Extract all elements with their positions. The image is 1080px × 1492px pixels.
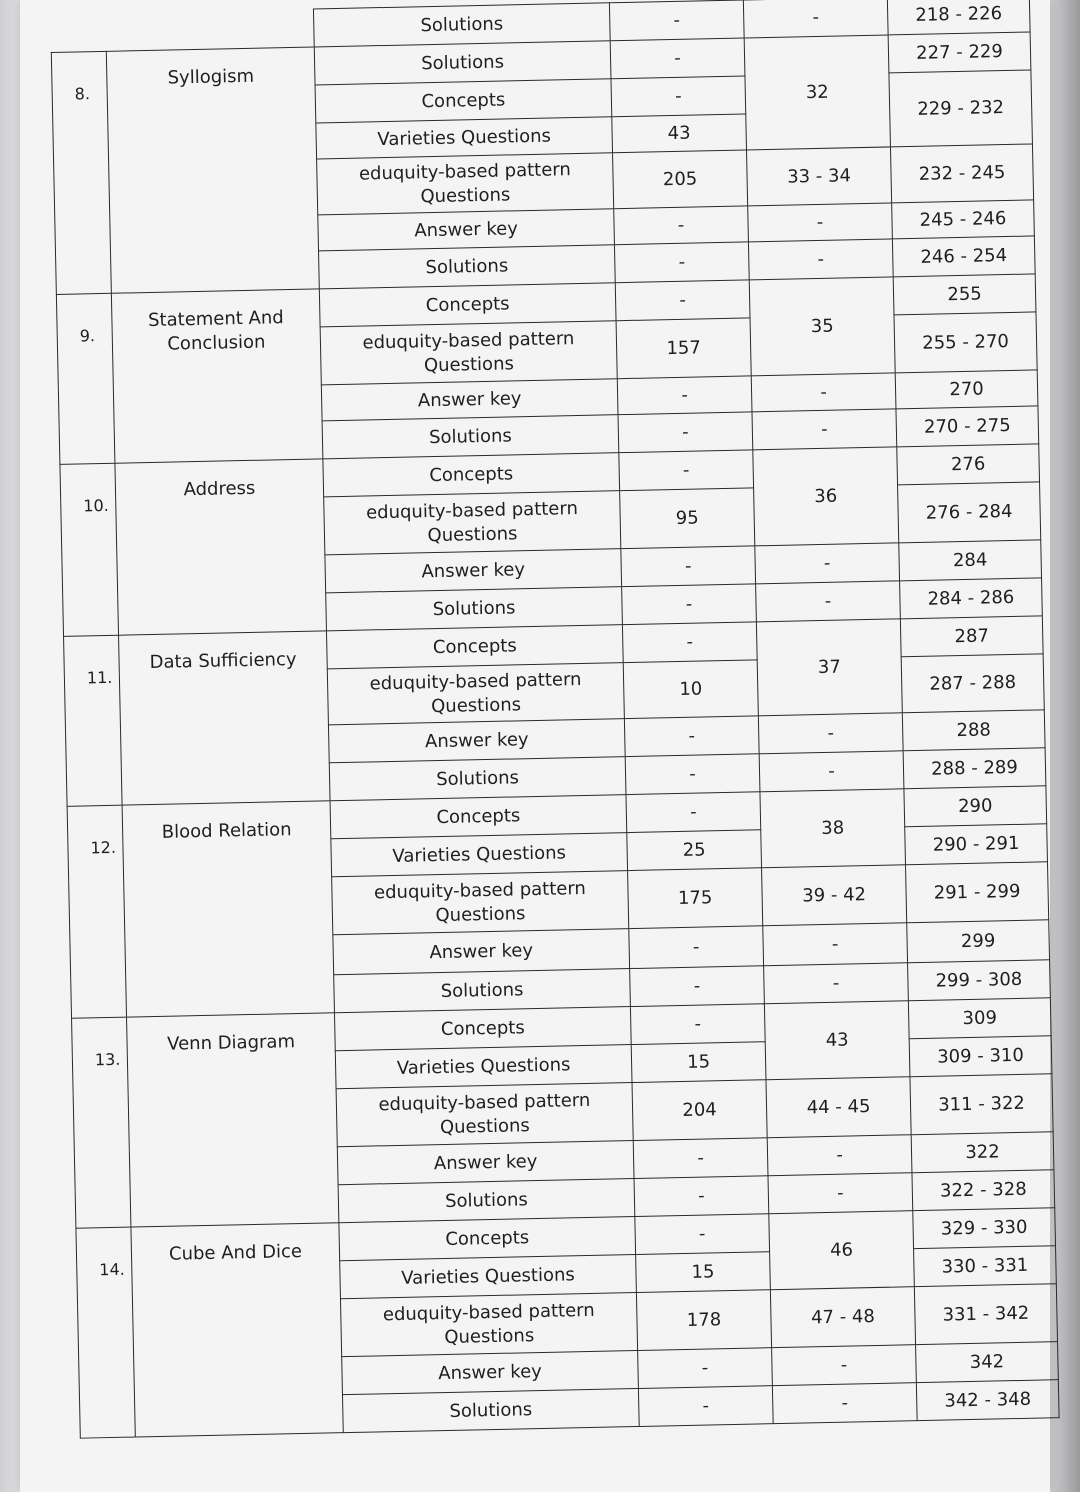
section-cell: Solutions <box>338 1179 635 1223</box>
section-cell: Answer key <box>337 1141 634 1185</box>
range-cell: 290 <box>904 786 1047 827</box>
range-cell: 329 - 330 <box>913 1208 1056 1249</box>
range-cell: 299 <box>907 920 1050 963</box>
range-cell: 309 - 310 <box>909 1036 1052 1077</box>
section-cell: eduquity-based pattern Questions <box>336 1083 633 1147</box>
section-cell: Solutions <box>326 587 623 631</box>
page-cell: 32 <box>744 35 890 150</box>
questions-cell: - <box>630 966 765 1007</box>
page-cell: 44 - 45 <box>766 1077 911 1138</box>
questions-cell: - <box>621 546 756 587</box>
page-cell: - <box>772 1345 917 1386</box>
range-cell: 342 - 348 <box>916 1380 1059 1421</box>
serial-number: 9. <box>56 293 115 464</box>
serial-number: 10. <box>60 463 119 636</box>
questions-cell: - <box>614 206 749 245</box>
range-cell: 309 <box>908 998 1051 1039</box>
range-cell: 232 - 245 <box>890 144 1033 203</box>
questions-cell: - <box>638 1348 773 1389</box>
chapter-name: Statement And Conclusion <box>111 289 323 463</box>
range-cell: 284 <box>899 540 1042 581</box>
page-cell: - <box>752 409 897 450</box>
questions-cell: 10 <box>623 660 758 719</box>
questions-cell: 15 <box>631 1042 766 1083</box>
range-cell: 330 - 331 <box>914 1246 1057 1287</box>
range-cell: 342 <box>916 1342 1059 1383</box>
range-cell: 290 - 291 <box>905 824 1048 865</box>
range-cell: 227 - 229 <box>888 32 1031 73</box>
range-cell: 322 <box>911 1132 1054 1173</box>
section-cell: Solutions <box>342 1388 639 1432</box>
questions-cell: - <box>615 280 750 321</box>
questions-cell: - <box>618 412 753 453</box>
contents-table-wrapper <box>50 0 1060 1439</box>
questions-cell: - <box>619 450 754 491</box>
questions-cell: 178 <box>636 1290 771 1351</box>
page-cell: 43 <box>764 1001 910 1080</box>
chapter-name: Syllogism <box>106 47 319 293</box>
range-cell: 218 - 226 <box>887 0 1030 35</box>
section-cell: Varieties Questions <box>335 1045 632 1089</box>
section-cell: Concepts <box>339 1217 636 1261</box>
chapter-name: Venn Diagram <box>127 1013 339 1227</box>
section-cell: Solutions <box>314 41 611 85</box>
page-cell: 47 - 48 <box>770 1287 915 1348</box>
range-cell: 299 - 308 <box>908 960 1051 1001</box>
chapter-name: Blood Relation <box>122 801 334 1017</box>
page-cell: - <box>772 1383 917 1424</box>
questions-cell: 157 <box>616 318 751 379</box>
page-cell: 46 <box>769 1211 915 1290</box>
chapter-name: Address <box>115 459 327 635</box>
section-cell: Solutions <box>319 245 616 289</box>
page-cell: - <box>748 203 893 242</box>
section-cell: Answer key <box>342 1350 639 1394</box>
page-cell: - <box>768 1173 913 1214</box>
page-cell: - <box>759 751 904 792</box>
section-cell: Concepts <box>323 453 620 497</box>
section-cell: Answer key <box>318 209 615 251</box>
range-cell: 270 <box>895 370 1038 409</box>
page-cell: - <box>758 713 903 754</box>
range-cell: 229 - 232 <box>889 70 1033 147</box>
page-cell: - <box>764 963 909 1004</box>
questions-cell: 25 <box>627 830 762 871</box>
section-cell: Concepts <box>330 795 627 839</box>
section-cell: eduquity-based pattern Questions <box>340 1292 637 1356</box>
serial-number: 11. <box>64 635 123 806</box>
page-cell: 39 - 42 <box>762 865 907 926</box>
questions-cell: - <box>622 584 757 625</box>
questions-cell: - <box>634 1176 769 1217</box>
section-cell: Answer key <box>328 719 625 763</box>
questions-cell: 205 <box>613 150 748 209</box>
questions-cell: - <box>622 622 757 663</box>
section-cell: Varieties Questions <box>340 1255 637 1299</box>
range-cell: 284 - 286 <box>900 578 1043 619</box>
section-cell: Answer key <box>325 549 622 593</box>
questions-cell: 15 <box>636 1252 771 1293</box>
section-cell: Varieties Questions <box>331 833 628 877</box>
range-cell: 291 - 299 <box>906 862 1049 923</box>
range-cell: 255 <box>893 274 1036 315</box>
section-cell: eduquity-based pattern Questions <box>332 871 629 935</box>
questions-cell: - <box>614 242 749 283</box>
chapter-name: Data Sufficiency <box>119 631 331 805</box>
section-cell: Solutions <box>313 3 610 47</box>
questions-cell: - <box>633 1138 768 1179</box>
contents-table <box>50 0 1060 1439</box>
questions-cell: - <box>624 716 759 757</box>
serial-number: 8. <box>51 51 111 294</box>
range-cell: 276 - 284 <box>898 482 1041 543</box>
page-cell: - <box>743 0 888 38</box>
section-cell: Concepts <box>315 79 612 123</box>
section-cell: Solutions <box>329 757 626 801</box>
range-cell: 322 - 328 <box>912 1170 1055 1211</box>
range-cell: 255 - 270 <box>894 312 1037 373</box>
page-cell: - <box>755 543 900 584</box>
questions-cell: - <box>610 38 745 79</box>
questions-cell: 204 <box>632 1080 767 1141</box>
questions-cell: 43 <box>612 114 747 153</box>
serial-number: 13. <box>72 1017 131 1228</box>
questions-cell: - <box>609 0 744 41</box>
section-cell: Varieties Questions <box>316 117 613 159</box>
questions-cell: - <box>626 792 761 833</box>
page-cell: - <box>748 239 893 280</box>
section-cell: Answer key <box>321 379 618 421</box>
range-cell: 311 - 322 <box>910 1074 1053 1135</box>
questions-cell: - <box>630 1004 765 1045</box>
range-cell: 288 - 289 <box>903 748 1046 789</box>
questions-cell: - <box>629 926 764 969</box>
section-cell: Solutions <box>334 969 631 1013</box>
page-cell: - <box>767 1135 912 1176</box>
page-cell: - <box>763 923 908 966</box>
range-cell: 276 <box>897 444 1040 485</box>
page-cell: 33 - 34 <box>746 147 891 206</box>
section-cell: Concepts <box>319 283 616 327</box>
section-cell: eduquity-based pattern Questions <box>327 663 624 725</box>
questions-cell: 95 <box>620 488 755 549</box>
range-cell: 288 <box>902 710 1045 751</box>
page-cell: - <box>756 581 901 622</box>
page-cell: 36 <box>753 447 899 546</box>
questions-cell: - <box>617 376 752 415</box>
chapter-name: Cube And Dice <box>131 1223 343 1437</box>
page-cell: 37 <box>756 619 902 716</box>
page-cell: 38 <box>760 789 906 868</box>
section-cell: Answer key <box>333 929 630 975</box>
serial-number: 12. <box>67 805 126 1018</box>
section-cell: Concepts <box>326 625 623 669</box>
range-cell: 287 - 288 <box>901 654 1044 713</box>
section-cell: Solutions <box>322 415 619 459</box>
questions-cell: - <box>625 754 760 795</box>
section-cell: Concepts <box>334 1007 631 1051</box>
range-cell: 245 - 246 <box>892 200 1035 239</box>
page-cell: - <box>751 373 896 412</box>
serial-number: 14. <box>76 1227 135 1438</box>
range-cell: 287 <box>900 616 1043 657</box>
section-cell: eduquity-based pattern Questions <box>320 321 617 385</box>
range-cell: 246 - 254 <box>892 236 1035 277</box>
range-cell: 270 - 275 <box>896 406 1039 447</box>
questions-cell: 175 <box>628 868 763 929</box>
section-cell: eduquity-based pattern Questions <box>324 491 621 555</box>
section-cell: eduquity-based pattern Questions <box>317 153 614 215</box>
questions-cell: - <box>638 1386 773 1427</box>
page-cell: 35 <box>749 277 895 376</box>
questions-cell: - <box>635 1214 770 1255</box>
range-cell: 331 - 342 <box>914 1284 1057 1345</box>
questions-cell: - <box>611 76 746 117</box>
